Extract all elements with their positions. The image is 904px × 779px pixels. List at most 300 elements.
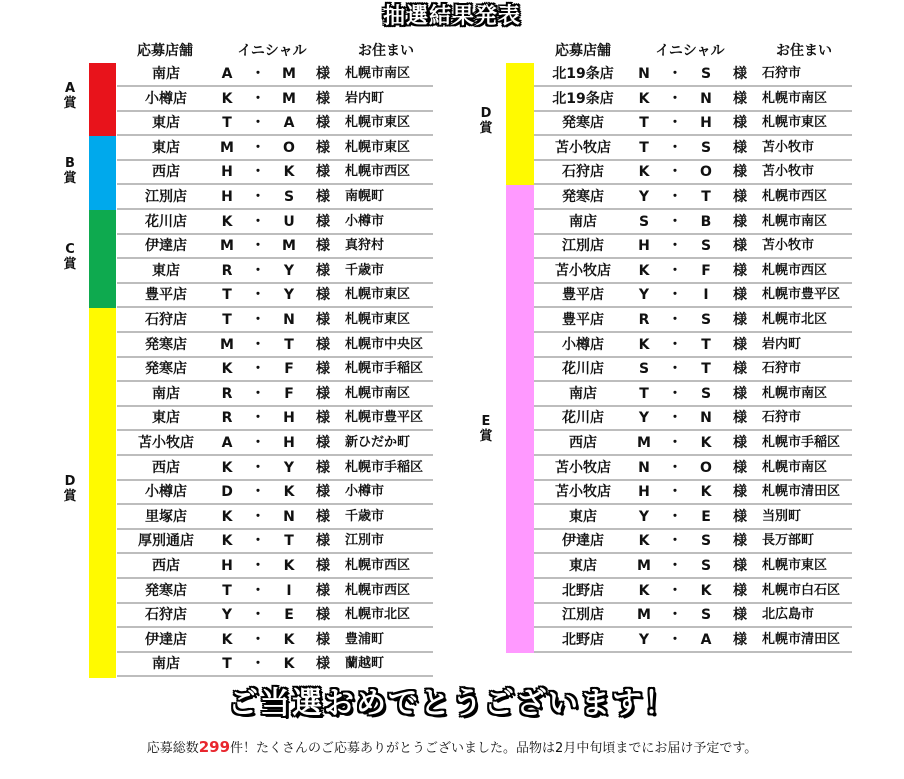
prize-e-label: E賞 <box>479 414 493 444</box>
honorific: 様 <box>316 632 330 648</box>
winner-address: 札幌市南区 <box>762 214 828 229</box>
initial-separator: ・ <box>251 66 265 82</box>
winner-initial-last: U <box>283 214 295 230</box>
winner-store: 石狩店 <box>145 607 187 623</box>
winner-store: 江別店 <box>562 607 604 623</box>
initial-separator: ・ <box>251 558 265 574</box>
honorific: 様 <box>316 607 330 623</box>
winner-address: 札幌市東区 <box>345 115 411 130</box>
winner-address: 千歳市 <box>345 509 385 524</box>
winner-row <box>534 309 852 333</box>
winner-address: 札幌市西区 <box>762 263 828 278</box>
winner-row <box>117 653 433 677</box>
winner-initial-first: Y <box>638 509 650 525</box>
initial-separator: ・ <box>251 509 265 525</box>
initial-separator: ・ <box>251 238 265 254</box>
winner-store: 南店 <box>152 386 180 402</box>
winner-initial-first: K <box>638 164 650 180</box>
winner-address: 札幌市豊平区 <box>762 287 841 302</box>
winner-address: 札幌市南区 <box>762 91 828 106</box>
winner-initial-last: S <box>700 140 712 156</box>
winner-initial-last: I <box>286 583 292 599</box>
winner-row <box>117 186 433 210</box>
honorific: 様 <box>733 312 747 328</box>
honorific: 様 <box>733 410 747 426</box>
winner-store: 北野店 <box>562 583 604 599</box>
winner-store: 厚別通店 <box>138 533 194 549</box>
winner-store: 西店 <box>152 558 180 574</box>
winner-row <box>117 457 433 481</box>
initial-separator: ・ <box>668 66 682 82</box>
right-header-initial: イニシャル <box>655 43 725 59</box>
winner-initial-last: K <box>700 583 712 599</box>
winner-row <box>117 137 433 161</box>
winner-row <box>117 432 433 456</box>
winner-address: 札幌市西区 <box>345 558 411 573</box>
winner-initial-first: T <box>639 140 649 156</box>
winner-initial-first: K <box>638 583 650 599</box>
winner-initial-last: T <box>701 337 711 353</box>
winner-store: 石狩店 <box>145 312 187 328</box>
winner-address: 小樽市 <box>345 214 385 229</box>
winner-initial-first: R <box>638 312 650 328</box>
initial-separator: ・ <box>251 115 265 131</box>
winner-initial-first: S <box>638 214 650 230</box>
winner-store: 北19条店 <box>552 66 614 82</box>
initial-separator: ・ <box>251 189 265 205</box>
initial-separator: ・ <box>668 91 682 107</box>
initial-separator: ・ <box>668 337 682 353</box>
winner-initial-last: T <box>284 337 294 353</box>
honorific: 様 <box>733 509 747 525</box>
winner-row <box>117 506 433 530</box>
winner-row <box>117 407 433 431</box>
winner-store: 発寒店 <box>145 361 187 377</box>
winner-row <box>534 580 852 604</box>
winner-address: 札幌市東区 <box>762 558 828 573</box>
winner-store: 東店 <box>152 140 180 156</box>
honorific: 様 <box>733 607 747 623</box>
winner-initial-first: R <box>221 410 233 426</box>
winner-initial-first: Y <box>638 410 650 426</box>
winner-store: 小樽店 <box>562 337 604 353</box>
winner-address: 札幌市南区 <box>345 386 411 401</box>
winner-row <box>534 260 852 284</box>
winner-initial-first: M <box>637 558 651 574</box>
winner-initial-last: T <box>701 361 711 377</box>
winner-initial-first: K <box>221 361 233 377</box>
prize-d-band-left <box>89 308 116 678</box>
winner-initial-last: T <box>284 533 294 549</box>
initial-separator: ・ <box>251 386 265 402</box>
winner-address: 札幌市南区 <box>345 66 411 81</box>
initial-separator: ・ <box>668 312 682 328</box>
winner-initial-first: K <box>221 91 233 107</box>
winner-store: 小樽店 <box>145 91 187 107</box>
winner-row <box>534 235 852 259</box>
winner-row <box>117 211 433 235</box>
winner-initial-last: S <box>700 386 712 402</box>
winner-row <box>534 358 852 382</box>
honorific: 様 <box>733 91 747 107</box>
winner-address: 札幌市北区 <box>345 607 411 622</box>
initial-separator: ・ <box>668 632 682 648</box>
winner-row <box>534 284 852 308</box>
winner-initial-last: N <box>283 312 295 328</box>
winner-store: 南店 <box>569 386 597 402</box>
winner-store: 南店 <box>152 656 180 672</box>
initial-separator: ・ <box>668 460 682 476</box>
winner-store: 南店 <box>152 66 180 82</box>
winner-initial-last: F <box>284 361 294 377</box>
winner-initial-first: M <box>220 337 234 353</box>
winner-initial-first: M <box>637 435 651 451</box>
winner-address: 新ひだか町 <box>345 435 411 450</box>
honorific: 様 <box>316 312 330 328</box>
winner-initial-last: M <box>282 238 296 254</box>
winner-row <box>534 137 852 161</box>
prize-e-band <box>506 185 534 653</box>
winner-store: 石狩店 <box>562 164 604 180</box>
winner-address: 真狩村 <box>345 238 385 253</box>
winner-row <box>534 481 852 505</box>
winner-initial-last: Y <box>283 263 295 279</box>
honorific: 様 <box>316 140 330 156</box>
winner-initial-last: O <box>700 164 712 180</box>
winner-initial-first: Y <box>221 607 233 623</box>
honorific: 様 <box>316 509 330 525</box>
honorific: 様 <box>316 238 330 254</box>
winner-initial-first: K <box>221 460 233 476</box>
winner-address: 石狩市 <box>762 410 802 425</box>
winner-address: 札幌市南区 <box>762 460 828 475</box>
honorific: 様 <box>733 558 747 574</box>
initial-separator: ・ <box>668 435 682 451</box>
page-title: 抽選結果発表 <box>382 4 521 29</box>
winner-address: 苫小牧市 <box>762 140 815 155</box>
winner-initial-first: Y <box>638 287 650 303</box>
winner-row <box>534 334 852 358</box>
honorific: 様 <box>733 632 747 648</box>
honorific: 様 <box>316 164 330 180</box>
winner-address: 札幌市白石区 <box>762 583 841 598</box>
winner-initial-last: K <box>283 632 295 648</box>
winner-initial-last: S <box>700 312 712 328</box>
initial-separator: ・ <box>668 115 682 131</box>
initial-separator: ・ <box>251 140 265 156</box>
initial-separator: ・ <box>251 435 265 451</box>
winner-initial-first: T <box>222 312 232 328</box>
winner-initial-first: H <box>221 558 233 574</box>
winner-initial-first: H <box>221 164 233 180</box>
winner-store: 発寒店 <box>562 189 604 205</box>
winner-initial-first: N <box>638 460 650 476</box>
honorific: 様 <box>316 656 330 672</box>
initial-separator: ・ <box>251 91 265 107</box>
winner-address: 札幌市豊平区 <box>345 410 424 425</box>
winner-address: 札幌市清田区 <box>762 484 841 499</box>
winner-initial-last: S <box>700 238 712 254</box>
winner-store: 苫小牧店 <box>555 263 611 279</box>
winner-row <box>534 88 852 112</box>
winner-initial-last: A <box>700 632 712 648</box>
prize-d-label-left: D賞 <box>63 474 77 504</box>
winner-initial-first: K <box>221 533 233 549</box>
winner-row <box>117 161 433 185</box>
winner-address: 札幌市手稲区 <box>345 361 424 376</box>
winner-initial-last: O <box>700 460 712 476</box>
winner-store: 西店 <box>152 164 180 180</box>
honorific: 様 <box>316 115 330 131</box>
winner-store: 東店 <box>152 115 180 131</box>
winner-initial-last: H <box>283 410 295 426</box>
honorific: 様 <box>316 484 330 500</box>
winner-address: 札幌市南区 <box>762 386 828 401</box>
winner-row <box>117 284 433 308</box>
winner-initial-last: S <box>700 66 712 82</box>
winner-initial-last: H <box>283 435 295 451</box>
winner-address: 石狩市 <box>762 361 802 376</box>
winner-initial-last: K <box>283 656 295 672</box>
winner-address: 小樽市 <box>345 484 385 499</box>
winner-store: 江別店 <box>145 189 187 205</box>
winner-store: 苫小牧店 <box>555 460 611 476</box>
initial-separator: ・ <box>668 214 682 230</box>
honorific: 様 <box>316 386 330 402</box>
honorific: 様 <box>316 91 330 107</box>
winner-store: 発寒店 <box>562 115 604 131</box>
winner-address: 札幌市清田区 <box>762 632 841 647</box>
initial-separator: ・ <box>668 509 682 525</box>
left-header-store: 応募店舗 <box>137 43 193 59</box>
initial-separator: ・ <box>668 583 682 599</box>
winner-address: 長万部町 <box>762 533 815 548</box>
winner-address: 札幌市手稲区 <box>345 460 424 475</box>
entry-count: 299 <box>198 738 231 756</box>
winner-address: 札幌市西区 <box>345 164 411 179</box>
footer-text-before: 応募総数 <box>146 741 199 756</box>
initial-separator: ・ <box>251 287 265 303</box>
initial-separator: ・ <box>251 337 265 353</box>
initial-separator: ・ <box>668 558 682 574</box>
winner-address: 岩内町 <box>345 91 385 106</box>
winner-initial-first: M <box>637 607 651 623</box>
honorific: 様 <box>733 263 747 279</box>
honorific: 様 <box>733 164 747 180</box>
winner-initial-first: D <box>221 484 233 500</box>
honorific: 様 <box>733 214 747 230</box>
winner-store: 発寒店 <box>145 337 187 353</box>
honorific: 様 <box>316 533 330 549</box>
prize-c-label: C賞 <box>63 242 77 272</box>
honorific: 様 <box>733 460 747 476</box>
honorific: 様 <box>733 66 747 82</box>
winner-store: 西店 <box>569 435 597 451</box>
winner-row <box>534 407 852 431</box>
footer-note <box>0 736 904 758</box>
winner-initial-first: N <box>638 66 650 82</box>
winner-store: 東店 <box>152 263 180 279</box>
winner-row <box>534 604 852 628</box>
winner-store: 南店 <box>569 214 597 230</box>
initial-separator: ・ <box>668 238 682 254</box>
winner-row <box>117 383 433 407</box>
prize-c-band <box>89 210 116 308</box>
initial-separator: ・ <box>668 607 682 623</box>
honorific: 様 <box>733 238 747 254</box>
winner-initial-first: K <box>638 263 650 279</box>
winner-store: 北野店 <box>562 632 604 648</box>
winner-row <box>117 334 433 358</box>
initial-separator: ・ <box>668 410 682 426</box>
honorific: 様 <box>316 189 330 205</box>
winner-initial-last: T <box>701 189 711 205</box>
winner-row <box>534 112 852 136</box>
winner-initial-first: K <box>638 91 650 107</box>
honorific: 様 <box>316 410 330 426</box>
winner-initial-first: K <box>638 337 650 353</box>
winner-initial-first: A <box>221 66 233 82</box>
winner-row <box>117 235 433 259</box>
winner-address: 札幌市西区 <box>345 583 411 598</box>
initial-separator: ・ <box>251 533 265 549</box>
winner-initial-last: A <box>283 115 295 131</box>
initial-separator: ・ <box>251 656 265 672</box>
initial-separator: ・ <box>251 214 265 230</box>
winner-initial-first: R <box>221 263 233 279</box>
winner-initial-last: K <box>283 484 295 500</box>
winner-initial-last: E <box>701 509 711 525</box>
winner-store: 豊平店 <box>562 287 604 303</box>
winner-initial-last: K <box>283 164 295 180</box>
winner-initial-last: E <box>284 607 294 623</box>
winner-row <box>534 432 852 456</box>
initial-separator: ・ <box>668 287 682 303</box>
winner-address: 札幌市西区 <box>762 189 828 204</box>
winner-initial-first: T <box>639 115 649 131</box>
winner-initial-last: S <box>283 189 295 205</box>
prize-a-label: A賞 <box>63 81 77 111</box>
winner-address: 札幌市東区 <box>345 287 411 302</box>
winner-initial-first: H <box>638 484 650 500</box>
left-header-address: お住まい <box>358 43 414 59</box>
winner-row <box>117 629 433 653</box>
winner-initial-first: M <box>220 140 234 156</box>
winner-row <box>117 112 433 136</box>
winner-initial-last: S <box>700 533 712 549</box>
winner-store: 東店 <box>569 509 597 525</box>
winner-row <box>117 604 433 628</box>
initial-separator: ・ <box>668 484 682 500</box>
honorific: 様 <box>316 66 330 82</box>
winner-store: 豊平店 <box>145 287 187 303</box>
winner-address: 岩内町 <box>762 337 802 352</box>
winner-row <box>534 161 852 185</box>
winner-row <box>117 88 433 112</box>
winner-store: 東店 <box>569 558 597 574</box>
winner-initial-last: H <box>700 115 712 131</box>
initial-separator: ・ <box>668 533 682 549</box>
winner-address: 当別町 <box>762 509 802 524</box>
initial-separator: ・ <box>668 386 682 402</box>
honorific: 様 <box>733 115 747 131</box>
congratulations-banner: ご当選おめでとうございます！ <box>228 686 676 721</box>
honorific: 様 <box>316 361 330 377</box>
winner-address: 札幌市東区 <box>345 312 411 327</box>
honorific: 様 <box>733 189 747 205</box>
initial-separator: ・ <box>251 312 265 328</box>
winner-store: 西店 <box>152 460 180 476</box>
initial-separator: ・ <box>251 164 265 180</box>
honorific: 様 <box>316 558 330 574</box>
winner-initial-first: T <box>222 583 232 599</box>
initial-separator: ・ <box>251 263 265 279</box>
winner-initial-last: B <box>700 214 712 230</box>
winner-row <box>117 481 433 505</box>
winner-row <box>534 211 852 235</box>
winner-store: 苫小牧店 <box>555 484 611 500</box>
winner-row <box>117 309 433 333</box>
winner-store: 花川店 <box>145 214 187 230</box>
winner-row <box>117 63 433 87</box>
winner-store: 苫小牧店 <box>555 140 611 156</box>
winner-row <box>117 555 433 579</box>
footer-text-after: 件！たくさんのご応募ありがとうございました。品物は2月中旬頃までにお届け予定です。 <box>230 741 758 756</box>
initial-separator: ・ <box>251 460 265 476</box>
honorific: 様 <box>316 287 330 303</box>
winner-initial-last: I <box>703 287 709 303</box>
winner-store: 豊平店 <box>562 312 604 328</box>
winner-initial-last: Y <box>283 460 295 476</box>
winner-initial-first: K <box>638 533 650 549</box>
winner-initial-first: T <box>222 287 232 303</box>
winner-address: 苫小牧市 <box>762 238 815 253</box>
winner-address: 札幌市東区 <box>762 115 828 130</box>
right-header-address: お住まい <box>776 43 832 59</box>
honorific: 様 <box>733 484 747 500</box>
winner-address: 北広島市 <box>762 607 815 622</box>
initial-separator: ・ <box>251 583 265 599</box>
winner-row <box>534 63 852 87</box>
winner-initial-last: O <box>283 140 295 156</box>
prize-d-band-right <box>506 63 534 185</box>
winner-initial-first: Y <box>638 632 650 648</box>
initial-separator: ・ <box>668 263 682 279</box>
honorific: 様 <box>316 460 330 476</box>
winner-initial-first: H <box>221 189 233 205</box>
winner-initial-first: Y <box>638 189 650 205</box>
honorific: 様 <box>316 214 330 230</box>
prize-d-label-right: D賞 <box>479 106 493 136</box>
winner-initial-last: Y <box>283 287 295 303</box>
winner-initial-last: K <box>700 435 712 451</box>
winner-address: 札幌市北区 <box>762 312 828 327</box>
prize-b-label: B賞 <box>63 156 77 186</box>
winner-initial-last: N <box>700 410 712 426</box>
winner-initial-first: S <box>638 361 650 377</box>
winner-initial-first: K <box>221 214 233 230</box>
left-header-initial: イニシャル <box>237 43 307 59</box>
winner-initial-last: F <box>284 386 294 402</box>
winner-row <box>117 580 433 604</box>
honorific: 様 <box>733 337 747 353</box>
winner-initial-last: S <box>700 607 712 623</box>
winner-store: 花川店 <box>562 361 604 377</box>
prize-b-band <box>89 136 116 210</box>
winner-address: 千歳市 <box>345 263 385 278</box>
winner-store: 発寒店 <box>145 583 187 599</box>
winner-address: 江別市 <box>345 533 385 548</box>
